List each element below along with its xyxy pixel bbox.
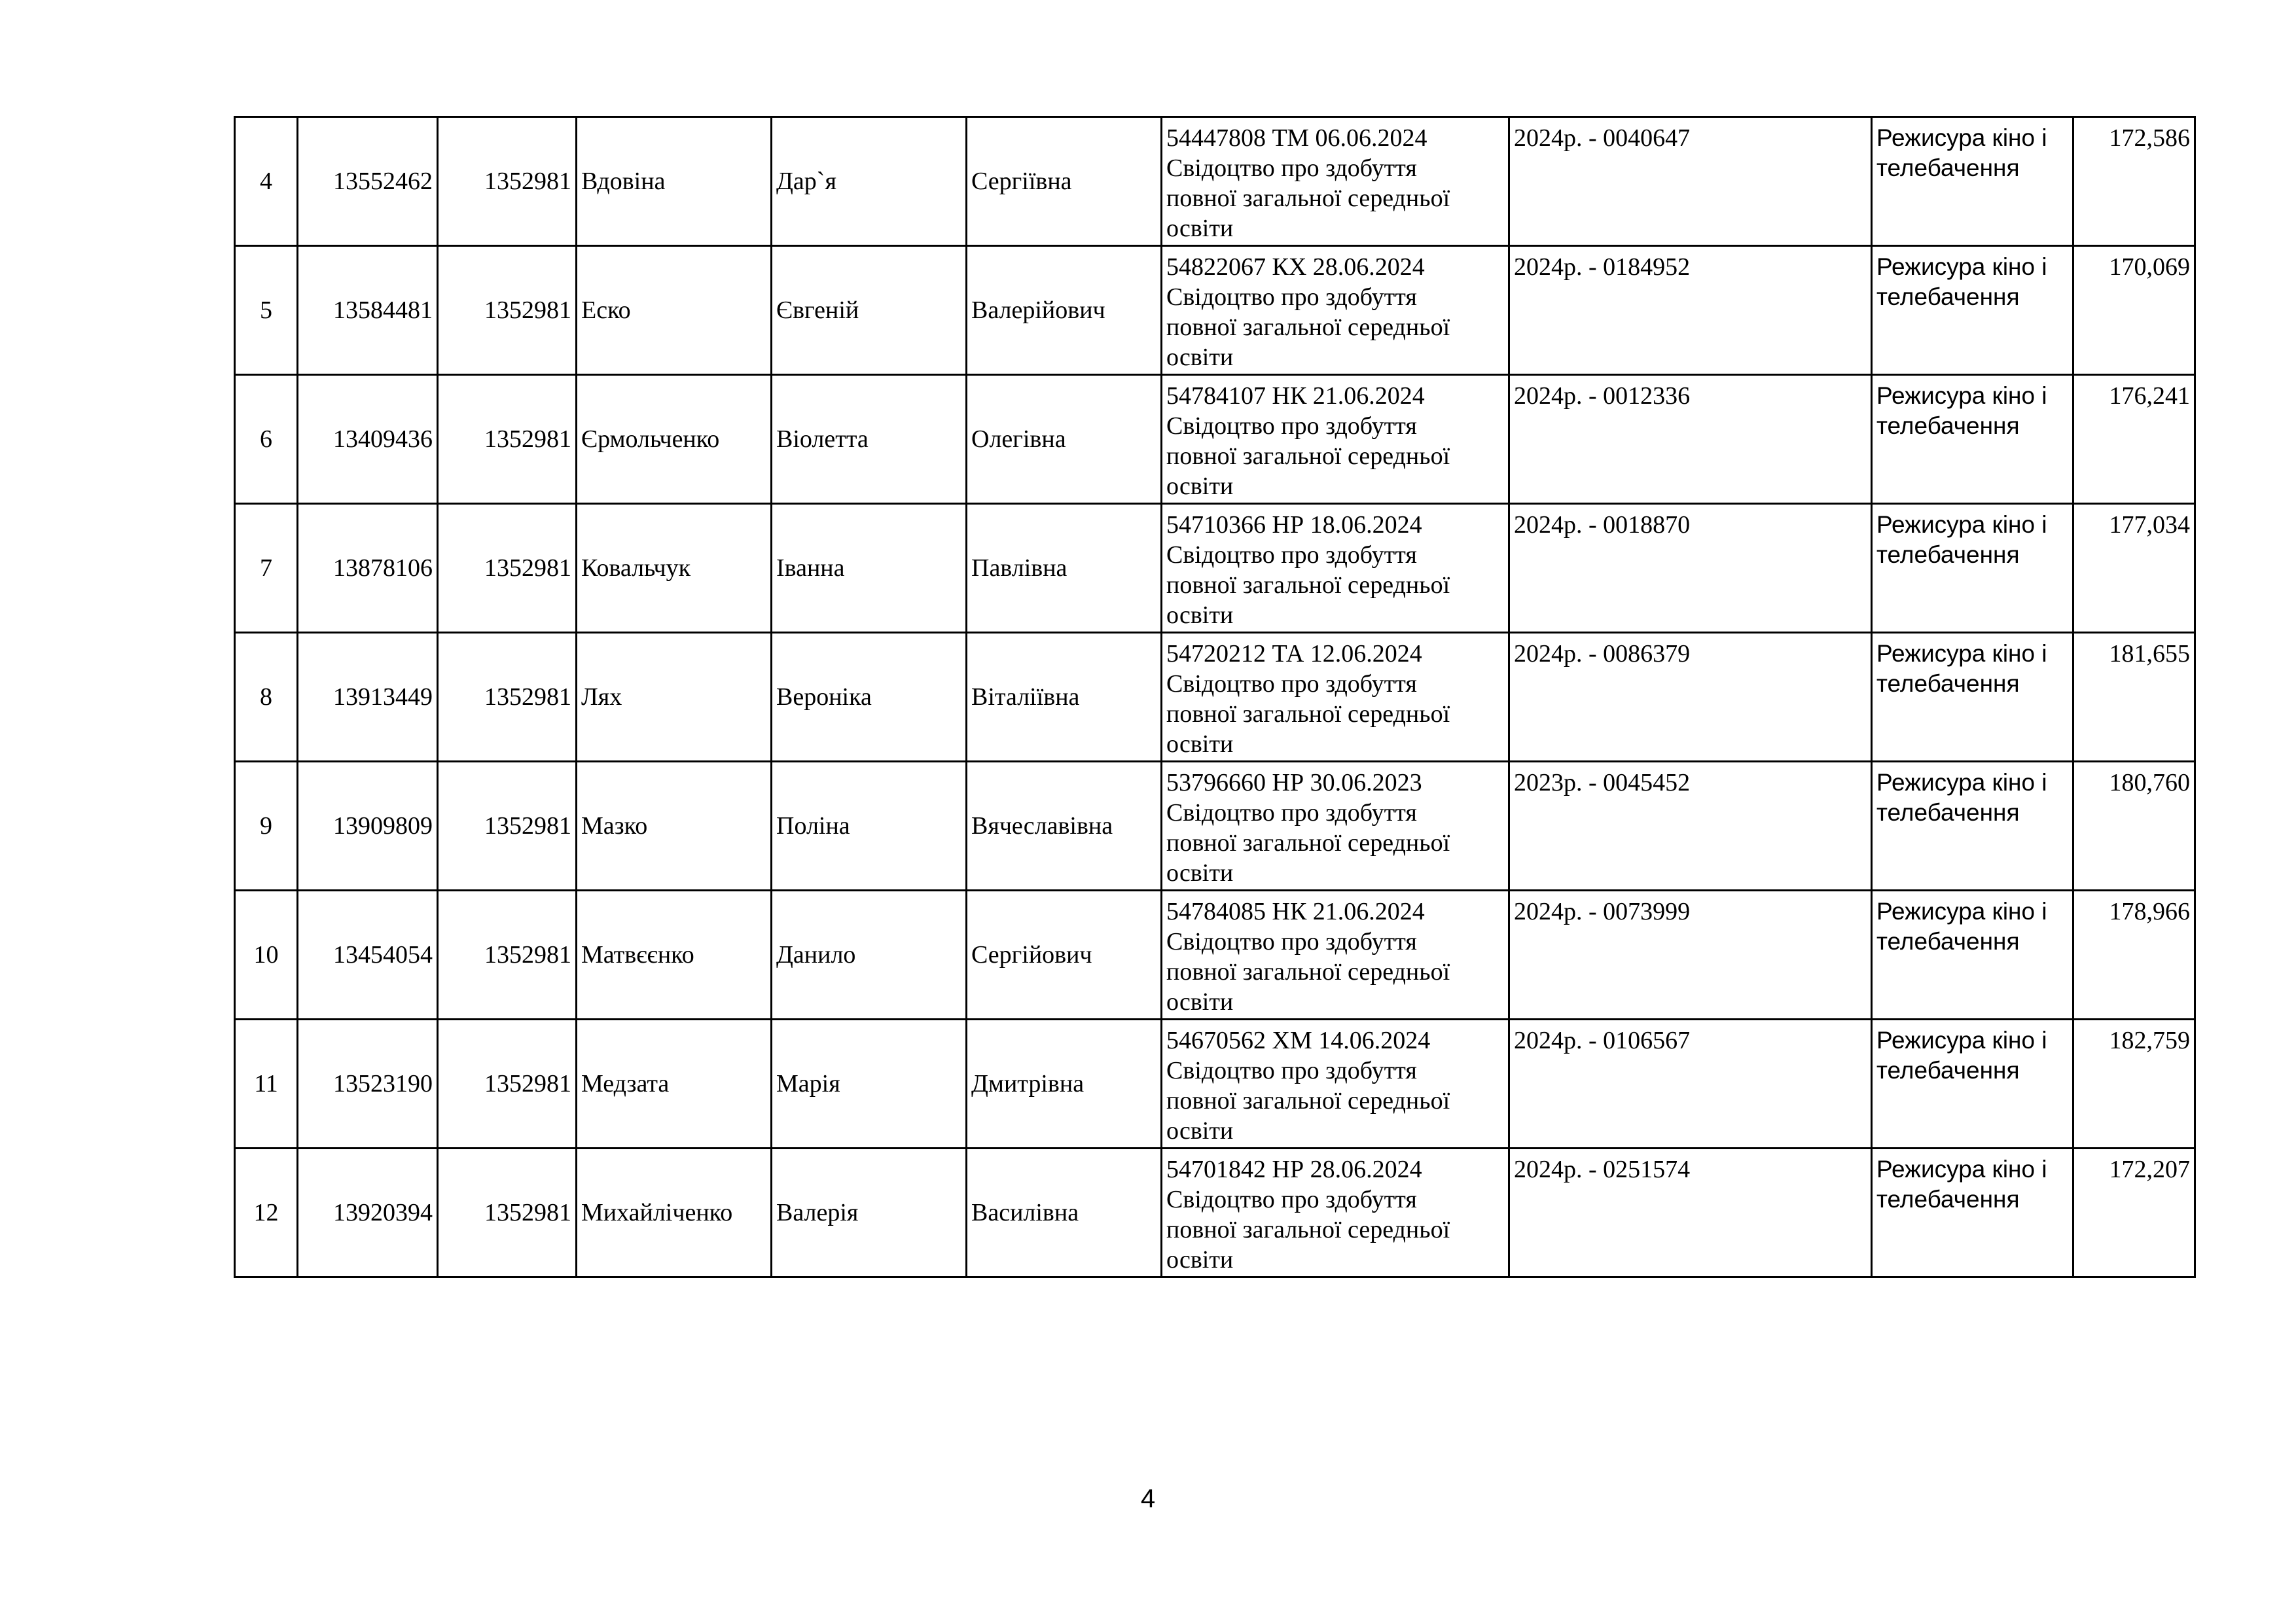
education-document-cell bbox=[1162, 246, 1509, 375]
offer-code-cell: 1352981 bbox=[438, 117, 577, 246]
education-document-line: Свідоцтво про здобуття bbox=[1166, 154, 1417, 182]
offer-code-cell: 1352981 bbox=[438, 891, 577, 1020]
offer-code-cell: 1352981 bbox=[438, 375, 577, 504]
table-row bbox=[235, 117, 2195, 246]
specialty-line: Режисура кіно і bbox=[1876, 511, 2047, 538]
specialty-line: телебачення bbox=[1876, 1057, 2020, 1084]
education-document-line: повної загальної середньої bbox=[1166, 442, 1450, 470]
applicant-code-cell: 13454054 bbox=[298, 891, 438, 1020]
education-document-line: освіти bbox=[1166, 730, 1234, 758]
row-number-cell: 12 bbox=[235, 1149, 298, 1277]
specialty-line: Режисура кіно і bbox=[1876, 1027, 2047, 1054]
surname-cell: Медзата bbox=[577, 1020, 772, 1149]
table-row bbox=[235, 891, 2195, 1020]
score-cell: 181,655 bbox=[2073, 633, 2195, 762]
education-document-line: освіти bbox=[1166, 473, 1234, 500]
education-document-line: повної загальної середньої bbox=[1166, 700, 1450, 728]
surname-cell: Еско bbox=[577, 246, 772, 375]
patronymic-cell: Віталіївна bbox=[967, 633, 1162, 762]
education-document-line: освіти bbox=[1166, 1117, 1234, 1145]
education-document-line: освіти bbox=[1166, 859, 1234, 887]
specialty-line: телебачення bbox=[1876, 283, 2020, 310]
offer-code-cell: 1352981 bbox=[438, 762, 577, 891]
patronymic-cell: Вячеславівна bbox=[967, 762, 1162, 891]
table-row bbox=[235, 504, 2195, 633]
offer-code-cell: 1352981 bbox=[438, 1149, 577, 1277]
first-name-cell: Євгеній bbox=[772, 246, 967, 375]
education-document-line: повної загальної середньої bbox=[1166, 313, 1450, 341]
education-document-cell bbox=[1162, 375, 1509, 504]
education-document-line: освіти bbox=[1166, 1246, 1234, 1274]
offer-code-cell: 1352981 bbox=[438, 246, 577, 375]
education-document-line: освіти bbox=[1166, 344, 1234, 371]
specialty-line: Режисура кіно і bbox=[1876, 382, 2047, 409]
education-document-line: освіти bbox=[1166, 215, 1234, 242]
education-document-line: повної загальної середньої bbox=[1166, 958, 1450, 986]
table-row bbox=[235, 375, 2195, 504]
specialty-cell bbox=[1872, 246, 2073, 375]
row-number-cell: 11 bbox=[235, 1020, 298, 1149]
education-document-cell bbox=[1162, 633, 1509, 762]
certificate-cell: 2024р. - 0251574 bbox=[1509, 1149, 1872, 1277]
education-document-cell bbox=[1162, 891, 1509, 1020]
row-number-cell: 4 bbox=[235, 117, 298, 246]
score-cell: 176,241 bbox=[2073, 375, 2195, 504]
table-row bbox=[235, 246, 2195, 375]
row-number-cell: 7 bbox=[235, 504, 298, 633]
education-document-line: Свідоцтво про здобуття bbox=[1166, 1057, 1417, 1084]
education-document-line: Свідоцтво про здобуття bbox=[1166, 799, 1417, 827]
certificate-cell: 2024р. - 0073999 bbox=[1509, 891, 1872, 1020]
education-document-line: Свідоцтво про здобуття bbox=[1166, 283, 1417, 311]
specialty-line: Режисура кіно і bbox=[1876, 124, 2047, 151]
specialty-cell bbox=[1872, 1020, 2073, 1149]
applicant-code-cell: 13913449 bbox=[298, 633, 438, 762]
specialty-line: телебачення bbox=[1876, 412, 2020, 439]
score-cell: 172,586 bbox=[2073, 117, 2195, 246]
certificate-cell: 2024р. - 0086379 bbox=[1509, 633, 1872, 762]
first-name-cell: Поліна bbox=[772, 762, 967, 891]
specialty-line: Режисура кіно і bbox=[1876, 253, 2047, 280]
surname-cell: Ковальчук bbox=[577, 504, 772, 633]
patronymic-cell: Олегівна bbox=[967, 375, 1162, 504]
score-cell: 178,966 bbox=[2073, 891, 2195, 1020]
first-name-cell: Валерія bbox=[772, 1149, 967, 1277]
education-document-line: повної загальної середньої bbox=[1166, 185, 1450, 212]
offer-code-cell: 1352981 bbox=[438, 504, 577, 633]
first-name-cell: Іванна bbox=[772, 504, 967, 633]
specialty-line: Режисура кіно і bbox=[1876, 1156, 2047, 1183]
specialty-line: телебачення bbox=[1876, 1186, 2020, 1213]
education-document-line: 54784107 НК 21.06.2024 bbox=[1166, 382, 1425, 410]
specialty-cell bbox=[1872, 891, 2073, 1020]
education-document-line: 54720212 ТА 12.06.2024 bbox=[1166, 640, 1422, 668]
certificate-cell: 2024р. - 0040647 bbox=[1509, 117, 1872, 246]
specialty-cell bbox=[1872, 762, 2073, 891]
specialty-cell bbox=[1872, 633, 2073, 762]
row-number-cell: 5 bbox=[235, 246, 298, 375]
row-number-cell: 6 bbox=[235, 375, 298, 504]
education-document-line: повної загальної середньої bbox=[1166, 1087, 1450, 1115]
score-cell: 172,207 bbox=[2073, 1149, 2195, 1277]
patronymic-cell: Павлівна bbox=[967, 504, 1162, 633]
specialty-line: телебачення bbox=[1876, 928, 2020, 955]
table-row bbox=[235, 633, 2195, 762]
patronymic-cell: Дмитрівна bbox=[967, 1020, 1162, 1149]
certificate-cell: 2024р. - 0018870 bbox=[1509, 504, 1872, 633]
first-name-cell: Дар`я bbox=[772, 117, 967, 246]
education-document-line: 54822067 КХ 28.06.2024 bbox=[1166, 253, 1425, 281]
specialty-line: телебачення bbox=[1876, 154, 2020, 181]
education-document-line: повної загальної середньої bbox=[1166, 1216, 1450, 1243]
score-cell: 182,759 bbox=[2073, 1020, 2195, 1149]
applicants-table bbox=[234, 116, 2196, 1278]
specialty-line: телебачення bbox=[1876, 799, 2020, 826]
education-document-line: освіти bbox=[1166, 988, 1234, 1016]
score-cell: 177,034 bbox=[2073, 504, 2195, 633]
education-document-cell bbox=[1162, 1020, 1509, 1149]
applicant-code-cell: 13920394 bbox=[298, 1149, 438, 1277]
surname-cell: Михайліченко bbox=[577, 1149, 772, 1277]
patronymic-cell: Сергіївна bbox=[967, 117, 1162, 246]
education-document-line: 53796660 НР 30.06.2023 bbox=[1166, 769, 1422, 796]
specialty-line: Режисура кіно і bbox=[1876, 898, 2047, 925]
certificate-cell: 2024р. - 0106567 bbox=[1509, 1020, 1872, 1149]
offer-code-cell: 1352981 bbox=[438, 633, 577, 762]
surname-cell: Матвєєнко bbox=[577, 891, 772, 1020]
applicant-code-cell: 13878106 bbox=[298, 504, 438, 633]
surname-cell: Єрмольченко bbox=[577, 375, 772, 504]
applicant-code-cell: 13523190 bbox=[298, 1020, 438, 1149]
table-row bbox=[235, 1020, 2195, 1149]
education-document-line: 54701842 НР 28.06.2024 bbox=[1166, 1156, 1422, 1183]
applicant-code-cell: 13552462 bbox=[298, 117, 438, 246]
specialty-cell bbox=[1872, 375, 2073, 504]
education-document-line: Свідоцтво про здобуття bbox=[1166, 541, 1417, 569]
education-document-line: повної загальної середньої bbox=[1166, 829, 1450, 857]
first-name-cell: Марія bbox=[772, 1020, 967, 1149]
offer-code-cell: 1352981 bbox=[438, 1020, 577, 1149]
row-number-cell: 10 bbox=[235, 891, 298, 1020]
education-document-cell bbox=[1162, 1149, 1509, 1277]
specialty-line: телебачення bbox=[1876, 670, 2020, 697]
first-name-cell: Вероніка bbox=[772, 633, 967, 762]
specialty-cell bbox=[1872, 1149, 2073, 1277]
surname-cell: Вдовіна bbox=[577, 117, 772, 246]
first-name-cell: Данило bbox=[772, 891, 967, 1020]
table-body bbox=[235, 117, 2195, 1277]
certificate-cell: 2023р. - 0045452 bbox=[1509, 762, 1872, 891]
education-document-line: 54670562 ХМ 14.06.2024 bbox=[1166, 1027, 1431, 1054]
page-number: 4 bbox=[1140, 1484, 1156, 1513]
applicant-code-cell: 13584481 bbox=[298, 246, 438, 375]
education-document-line: освіти bbox=[1166, 601, 1234, 629]
surname-cell: Лях bbox=[577, 633, 772, 762]
certificate-cell: 2024р. - 0184952 bbox=[1509, 246, 1872, 375]
education-document-cell bbox=[1162, 762, 1509, 891]
specialty-line: Режисура кіно і bbox=[1876, 769, 2047, 796]
applicant-code-cell: 13909809 bbox=[298, 762, 438, 891]
specialty-cell bbox=[1872, 504, 2073, 633]
certificate-cell: 2024р. - 0012336 bbox=[1509, 375, 1872, 504]
surname-cell: Мазко bbox=[577, 762, 772, 891]
education-document-line: 54710366 НР 18.06.2024 bbox=[1166, 511, 1422, 539]
education-document-line: повної загальної середньої bbox=[1166, 571, 1450, 599]
table-row bbox=[235, 1149, 2195, 1277]
patronymic-cell: Василівна bbox=[967, 1149, 1162, 1277]
education-document-line: Свідоцтво про здобуття bbox=[1166, 1186, 1417, 1213]
education-document-cell bbox=[1162, 504, 1509, 633]
row-number-cell: 8 bbox=[235, 633, 298, 762]
education-document-cell bbox=[1162, 117, 1509, 246]
education-document-line: Свідоцтво про здобуття bbox=[1166, 670, 1417, 698]
applicant-code-cell: 13409436 bbox=[298, 375, 438, 504]
specialty-line: Режисура кіно і bbox=[1876, 640, 2047, 667]
education-document-line: 54784085 НК 21.06.2024 bbox=[1166, 898, 1425, 925]
education-document-line: Свідоцтво про здобуття bbox=[1166, 928, 1417, 955]
first-name-cell: Віолетта bbox=[772, 375, 967, 504]
specialty-line: телебачення bbox=[1876, 541, 2020, 568]
specialty-cell bbox=[1872, 117, 2073, 246]
score-cell: 180,760 bbox=[2073, 762, 2195, 891]
education-document-line: 54447808 ТМ 06.06.2024 bbox=[1166, 124, 1427, 152]
table-row bbox=[235, 762, 2195, 891]
patronymic-cell: Сергійович bbox=[967, 891, 1162, 1020]
row-number-cell: 9 bbox=[235, 762, 298, 891]
education-document-line: Свідоцтво про здобуття bbox=[1166, 412, 1417, 440]
patronymic-cell: Валерійович bbox=[967, 246, 1162, 375]
score-cell: 170,069 bbox=[2073, 246, 2195, 375]
